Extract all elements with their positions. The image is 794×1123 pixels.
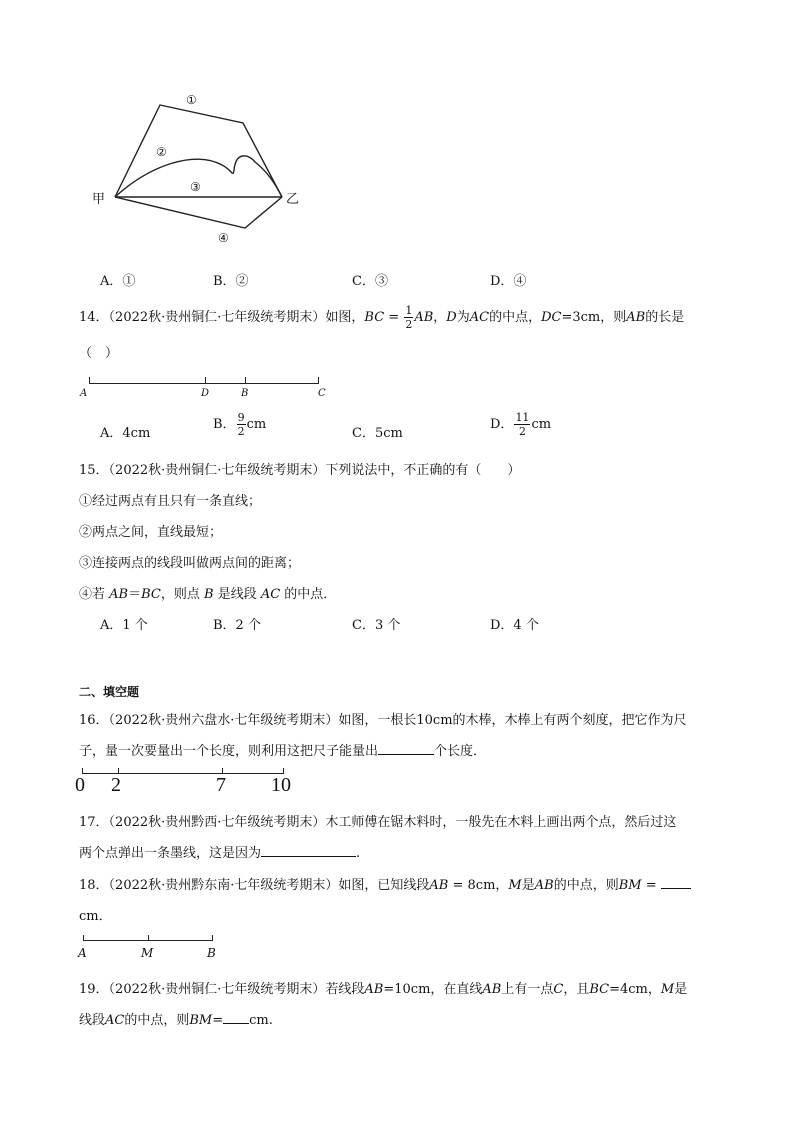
fraction-numerator: 11 <box>515 411 530 424</box>
label-a: A <box>80 388 88 399</box>
q14-answer-paren: （ ） <box>79 346 119 361</box>
q13-option-d[interactable]: D．④ <box>490 274 527 289</box>
q14-number: 14． <box>79 310 109 325</box>
q15-var: B <box>204 587 214 602</box>
q18-stem-line1 <box>79 874 691 893</box>
option-fraction <box>514 412 530 437</box>
fraction-denominator: 2 <box>518 425 526 438</box>
q19-text: 线段 <box>79 1013 106 1028</box>
option-unit: cm <box>531 417 552 432</box>
q15-stem: 15．（2022秋·贵州铜仁·七年级统考期末）下列说法中，不正确的有（ ） <box>79 463 521 478</box>
option-fraction <box>237 412 246 437</box>
q19-var: AC <box>105 1013 125 1028</box>
q18-text: 的中点，则 <box>553 878 619 893</box>
q14-text: =3cm，则 <box>561 310 627 325</box>
q14-text: 的中点， <box>489 310 542 325</box>
q18-var: BM <box>618 878 642 893</box>
point-yi-label: 乙 <box>286 192 300 207</box>
tick-a <box>83 935 84 941</box>
q19-text: cm. <box>249 1013 273 1028</box>
q19-text: ，且 <box>563 982 590 997</box>
label-a: A <box>78 946 87 960</box>
ruler-label-2: 2 <box>111 774 121 796</box>
q14-fraction <box>404 305 413 330</box>
route-4 <box>115 197 282 228</box>
q16-stem-line2 <box>79 740 486 759</box>
q19-var: BM <box>189 1013 213 1028</box>
q17-text: . <box>356 846 361 861</box>
ruler-label-0: 0 <box>75 774 85 796</box>
q15-option-c[interactable]: C．3 个 <box>352 618 401 633</box>
q15-var: AC <box>260 587 281 602</box>
q15-var: AB <box>109 587 129 602</box>
q14-var: DC <box>541 310 562 325</box>
q18-answer-blank[interactable] <box>661 887 691 889</box>
q14-var: AB <box>626 310 646 325</box>
q18-var: AB <box>534 878 554 893</box>
fraction-numerator: 9 <box>237 411 245 424</box>
q18-var: AB <box>429 878 449 893</box>
route-3-label: ③ <box>190 180 201 194</box>
tick-a <box>89 377 90 384</box>
label-b: B <box>241 388 249 399</box>
q14-var: BC <box>364 310 385 325</box>
q15-option-a[interactable]: A．1 个 <box>100 618 148 633</box>
label-c: C <box>318 388 326 399</box>
label-b: B <box>207 946 216 960</box>
q18-text: = 8cm， <box>448 878 509 893</box>
q14-var: D <box>446 310 457 325</box>
q17-stem-line2 <box>79 842 360 861</box>
q19-var: AB <box>364 982 384 997</box>
q15-var: BC <box>141 587 161 602</box>
path-diagram <box>0 0 794 260</box>
q15-statement-3: ③连接两点的线段叫做两点间的距离； <box>79 556 301 571</box>
q17-stem-line1: 17．（2022秋·贵州黔西·七年级统考期末）木工师傅在锯木料时，一般先在木料上画出两个点，然后过这 <box>79 815 677 830</box>
q17-answer-blank[interactable] <box>261 855 356 857</box>
label-d: D <box>201 388 210 399</box>
q19-var: M <box>660 982 675 997</box>
q19-stem-line2 <box>79 1009 273 1028</box>
q19-text: =10cm，在直线 <box>383 982 483 997</box>
q15-statement-1: ①经过两点有且只有一条直线； <box>79 494 262 509</box>
section-heading-fill-in: 二、填空题 <box>79 685 140 699</box>
tick-m <box>148 935 149 941</box>
q14-text: = <box>384 310 404 325</box>
tick-d <box>205 377 206 384</box>
q14-source: （2022秋·贵州铜仁·七年级统考期末）如图， <box>108 310 365 325</box>
q14-option-c[interactable]: C．5cm <box>352 426 403 441</box>
q19-stem-line1 <box>79 978 687 997</box>
q18-var: M <box>508 878 522 893</box>
q16-text: 子，量一次要量出一个长度，则利用这把尺子能量出 <box>79 744 379 759</box>
q14-var: AC <box>469 310 490 325</box>
q19-text: =4cm， <box>609 982 661 997</box>
q15-option-b[interactable]: B．2 个 <box>213 618 261 633</box>
q19-text: 上有一点 <box>501 982 554 997</box>
q14-text: ， <box>433 310 447 325</box>
q18-text: 18．（2022秋·贵州黔东南·七年级统考期末）如图，已知线段 <box>79 878 430 893</box>
tick-b <box>245 377 246 384</box>
route-4-label: ④ <box>218 231 229 245</box>
q19-text: = <box>212 1013 224 1028</box>
q15-text: 是线段 <box>213 587 261 602</box>
fraction-denominator: 2 <box>405 318 413 331</box>
q14-stem <box>79 305 684 330</box>
q19-var: C <box>553 982 564 997</box>
q13-option-a[interactable]: A．① <box>100 274 136 289</box>
q15-text: ④若 <box>79 587 110 602</box>
segment-ac <box>89 383 319 384</box>
q14-option-b[interactable] <box>213 412 266 437</box>
q19-answer-blank[interactable] <box>223 1022 249 1024</box>
q18-text: 是 <box>521 878 535 893</box>
q19-text: 的中点，则 <box>124 1013 190 1028</box>
q19-text: 19．（2022秋·贵州铜仁·七年级统考期末）若线段 <box>79 982 365 997</box>
tick-c <box>318 377 319 384</box>
option-unit: cm <box>246 417 267 432</box>
q14-option-d[interactable] <box>490 412 551 437</box>
option-letter: B． <box>213 417 236 432</box>
point-jia-label: 甲 <box>92 192 106 207</box>
q14-var: AB <box>414 310 434 325</box>
q15-statement-4 <box>79 583 336 602</box>
label-m: M <box>141 946 154 960</box>
q13-option-b[interactable]: B．② <box>213 274 249 289</box>
q14-text: 为 <box>456 310 470 325</box>
q15-text: ＝ <box>128 587 142 602</box>
fraction-numerator: 1 <box>405 304 413 317</box>
ruler-label-7: 7 <box>216 774 226 796</box>
q19-var: BC <box>589 982 610 997</box>
ruler-label-10: 10 <box>271 774 291 796</box>
q19-var: AB <box>482 982 502 997</box>
q16-answer-blank[interactable] <box>378 753 434 755</box>
q13-option-c[interactable]: C．③ <box>352 274 388 289</box>
q17-text: 两个点弹出一条墨线，这是因为 <box>79 846 262 861</box>
route-2-label: ② <box>156 145 167 159</box>
q14-option-a[interactable]: A．4cm <box>100 426 151 441</box>
q15-text: 的中点． <box>280 587 337 602</box>
q18-stem-line2: cm． <box>79 909 112 924</box>
tick-b <box>212 935 213 941</box>
q15-statement-2: ②两点之间，直线最短； <box>79 525 223 540</box>
q15-text: ，则点 <box>160 587 204 602</box>
fraction-denominator: 2 <box>237 425 245 438</box>
route-1-label: ① <box>186 93 197 107</box>
q19-text: 是 <box>674 982 688 997</box>
q15-option-d[interactable]: D．4 个 <box>490 618 539 633</box>
q16-stem-line1: 16．（2022秋·贵州六盘水·七年级统考期末）如图，一根长10cm的木棒，木棒上有两个刻度，把它作为尺 <box>79 713 687 728</box>
q14-text: 的长是 <box>645 310 685 325</box>
q16-text: 个长度． <box>434 744 487 759</box>
q18-text: = <box>641 878 661 893</box>
option-letter: D． <box>490 417 514 432</box>
